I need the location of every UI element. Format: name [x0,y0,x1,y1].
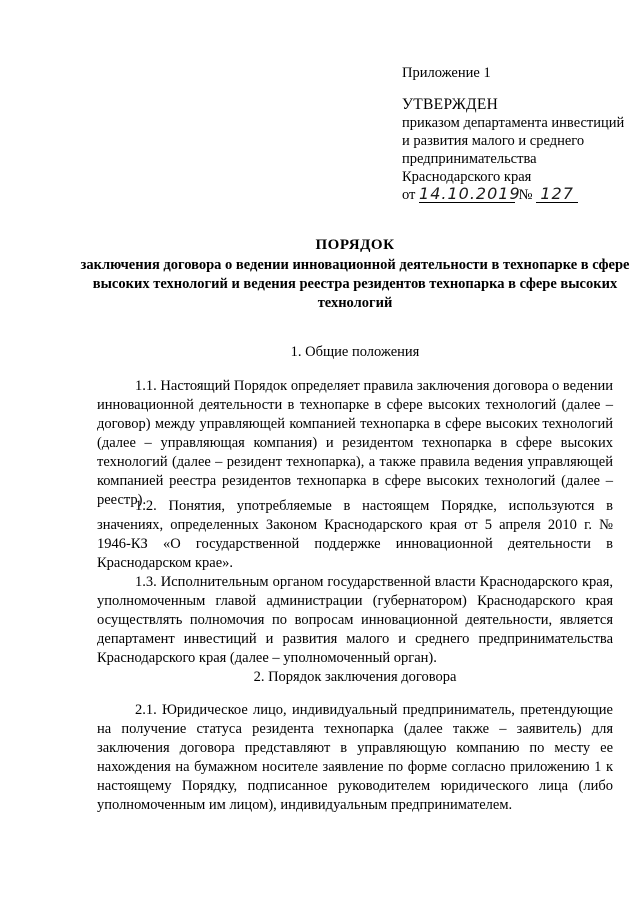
approved-heading: УТВЕРЖДЕН [402,96,499,113]
section-heading-2: 2. Порядок заключения договора [253,669,457,685]
paragraph-1-2: 1.2. Понятия, употребляемые в настоящем Порядке, используются в значениях, определенных Законом Краснодарского края от 5 апреля 2010 г. № 1946-КЗ «О государственной поддержке инновационной деятельности в Краснодарском крае». [97,498,613,571]
handwritten-number: 127 [536,186,578,203]
approval-block [402,96,632,204]
paragraph-1-3: 1.3. Исполнительным органом государственной власти Краснодарского края, уполномоченным главой администрации (губернатором) Краснодарского края осуществлять полномочия по вопросам инновационной деятельности, является департамент инвестиций и развития малого и среднего предпринимательства Краснодарского края (далее – уполномоченный орган). [97,574,613,666]
date-prefix: от [402,187,416,203]
paragraph-2-1: 2.1. Юридическое лицо, индивидуальный предприниматель, претендующие на получение статуса резидента технопарка (далее также – заявитель) для заключения договора представляют в управляющую компанию по месту ее нахождения на бумажном носителе заявление по форме согласно приложению 1 к настоящему Порядку, подписанное руководителем юридического лица (либо уполномоченным им лицом), индивидуальным предпринимателем. [97,702,613,813]
section-heading-1: 1. Общие положения [290,344,420,360]
approved-by-text: приказом департамента инвестиций и развития малого и среднего предпринимательства Краснодарского края [402,115,625,185]
order-line [402,186,632,204]
appendix-label: Приложение 1 [402,65,491,81]
number-sign: № [518,187,533,203]
paragraph-1-1: 1.1. Настоящий Порядок определяет правила заключения договора о ведении инновационной деятельности в технопарке в сфере высоких технологий (далее – договор) между управляющей компанией технопарка в сфере высоких технологий (далее – управляющая компания) и резидентом технопарка в сфере высоких технологий (далее – резидент технопарка), а также правила ведения управляющей компанией реестра резидентов технопарка в сфере высоких технологий (далее – реестр). [97,378,613,508]
document-title: ПОРЯДОК [315,237,395,253]
handwritten-date: 14.10.2019 [419,184,521,203]
document-subtitle: заключения договора о ведении инновационной деятельности в технопарке в сфере высоких технологий и ведения реестра резидентов технопарка в сфере высоких технологий [80,257,630,311]
